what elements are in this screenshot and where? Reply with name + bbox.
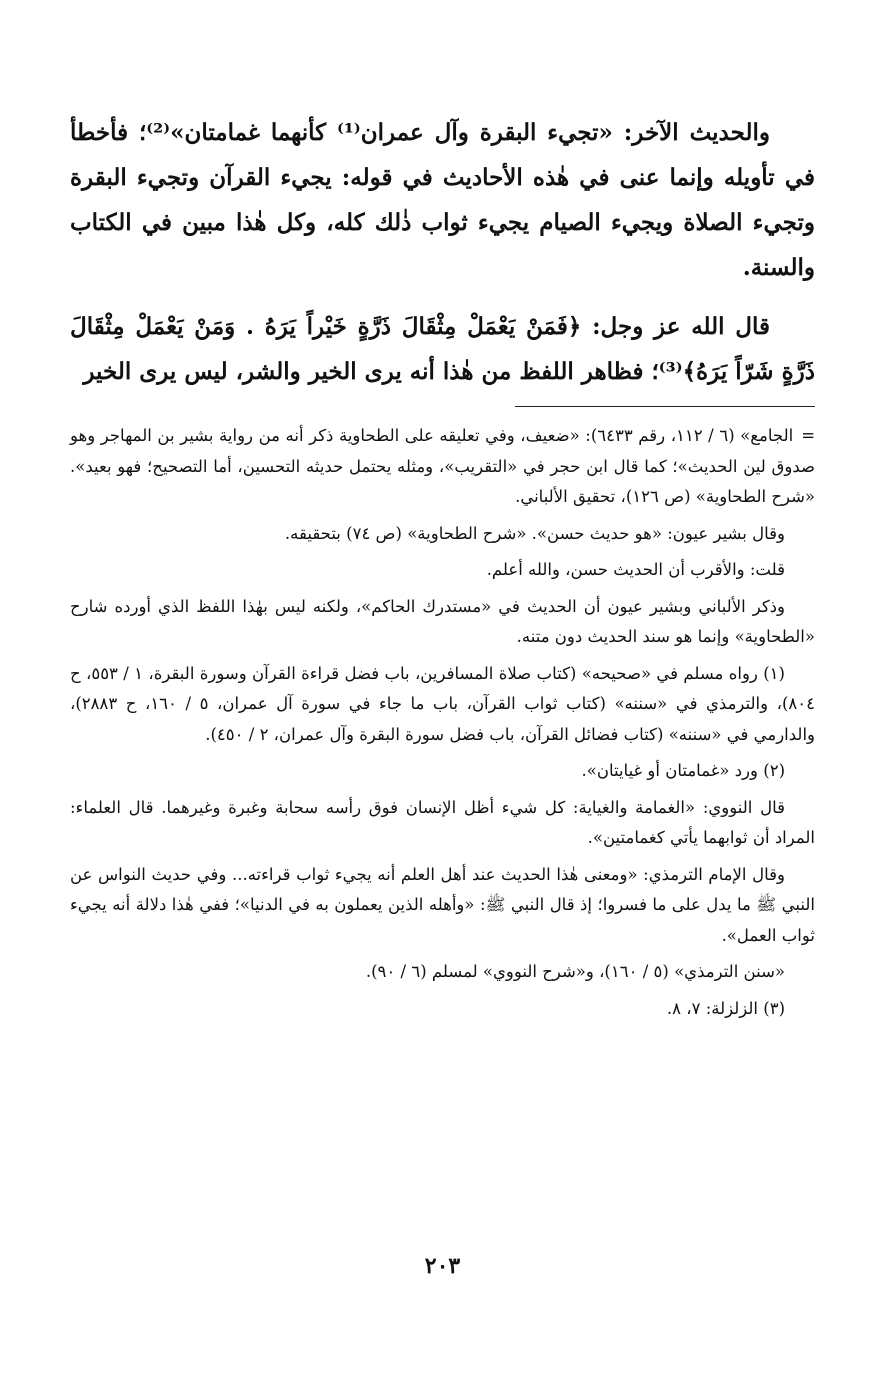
footnote-3: (٣) الزلزلة: ٧، ٨. <box>666 998 785 1018</box>
footnote-1: (١) رواه مسلم في «صحيحه» (كتاب صلاة المسافرين، باب فضل قراءة القرآن وسورة البقرة، ١ / ٥٥٣، ح ٨٠٤)، والترمذي في «سننه» (كتاب ثواب القرآن، باب ما جاء في سورة آل عمران، ٥ / ١٦٠، ح ٢٨٨٣)، والدارمي في «سننه» (كتاب فضائل القرآن، باب فضل سورة البقرة وآل عمران، ٢ / ٤٥٠). <box>70 663 816 744</box>
footnote-line: وذكر الألباني وبشير عيون أن الحديث في «مستدرك الحاكم»، ولكنه ليس بهٰذا اللفظ الذي أورده شارح «الطحاوية» وإنما هو سند الحديث دون متنه. <box>70 596 815 646</box>
footnote-line: «سنن الترمذي» (٥ / ١٦٠)، و«شرح النووي» لمسلم (٦ / ٩٠). <box>365 962 785 981</box>
main-paragraph-1: والحديث الآخر: «تجيء البقرة وآل عمران⁽¹⁾ كأنهما غمامتان»⁽²⁾؛ فأخطأ في تأويله وإنما عنى في هٰذه الأحاديث في قوله: يجيء القرآن وتجيء البقرة وتجيء الصلاة ويجيء الصيام يجيء ثواب ذٰلك كله، وكل هٰذا مبين في الكتاب والسنة. <box>70 119 815 281</box>
footnote-separator <box>515 406 815 407</box>
footnote-continuation-text: الجامع» (٦ / ١١٢، رقم ٦٤٣٣): «ضعيف، وفي تعليقه على الطحاوية ذكر أنه من رواية بشير بن المهاجر وهو صدوق لين الحديث»؛ كما قال ابن حجر في «التقريب»، ومثله يحتمل حديثه التحسين، أما التصحيح؛ فهو بعيد». «شرح الطحاوية» (ص ١٢٦)، تحقيق الألباني. <box>70 426 815 506</box>
page-number: ٢٠٣ <box>424 1253 461 1279</box>
footnote-line: قال النووي: «الغمامة والغياية: كل شيء أظل الإنسان فوق رأسه سحابة وغبرة وغيرهما. قال العلماء: المراد أن ثوابهما يأتي كغمامتين». <box>70 797 815 847</box>
footnote-2: (٢) ورد «غمامتان أو غيايتان». <box>581 761 785 780</box>
footnote-line: وقال الإمام الترمذي: «ومعنى هٰذا الحديث عند أهل العلم أنه يجيء ثواب قراءته... وفي حديث النواس عن النبي ﷺ ما يدل على ما فسروا؛ إذ قال النبي ﷺ: «وأهله الذين يعملون به في الدنيا»؛ ففي هٰذا دلالة أنه يجيء ثواب العمل». <box>70 864 815 945</box>
footnote-line: وقال بشير عيون: «هو حديث حسن». «شرح الطحاوية» (ص ٧٤) بتحقيقه. <box>284 523 785 543</box>
main-paragraph-2: قال الله عز وجل: ﴿فَمَنْ يَعْمَلْ مِثْقَالَ ذَرَّةٍ خَيْراً يَرَهُ . وَمَنْ يَعْمَلْ مِثْقَالَ ذَرَّةٍ شَرّاً يَرَهُ﴾⁽³⁾؛ فظاهر اللفظ من هٰذا أنه يرى الخير والشر، ليس يرى الخير <box>70 313 815 385</box>
footnotes <box>70 421 815 1024</box>
main-text <box>70 110 815 394</box>
footnote-continuation <box>70 421 815 513</box>
footnote-line: قلت: والأقرب أن الحديث حسن، والله أعلم. <box>486 560 785 579</box>
page-content <box>70 110 815 1030</box>
continuation-mark: = <box>801 426 816 445</box>
